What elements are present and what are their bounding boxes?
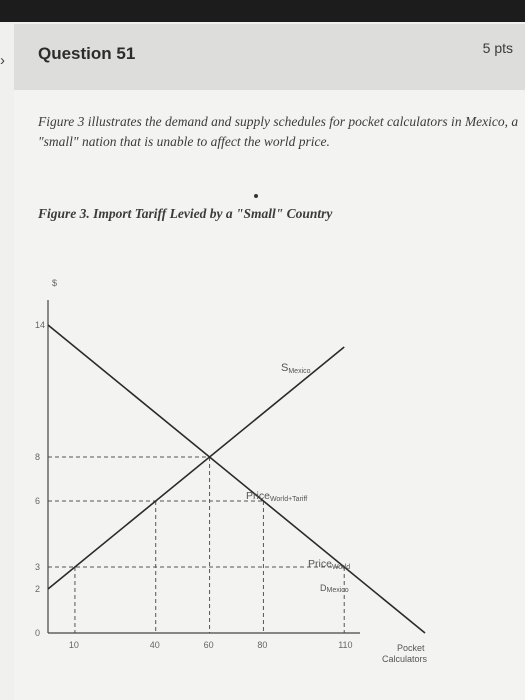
x-tick-label-40: 40 [149,640,160,650]
tariff-price-label: PriceWorld+Tariff [246,490,308,503]
x-tick-label-110: 110 [338,640,353,650]
x-tick-label-80: 80 [257,640,268,650]
x-axis-label-line2: Calculators [382,654,428,664]
y-tick-label-6: 6 [35,496,41,506]
y-tick-label-14: 14 [35,320,46,330]
chevron-right-icon[interactable]: › [0,52,5,69]
figure-title: Figure 3. Import Tariff Levied by a "Small" Country [38,206,333,221]
world-price-label: PriceWorld [308,558,351,571]
chart-series [48,325,425,633]
chart-axes [48,300,360,633]
dashed-guide-lines [48,457,344,633]
supply-line [48,347,344,589]
y-tick-label-2: 2 [35,584,41,594]
demand-line [48,325,425,633]
question-text: Figure 3 illustrates the demand and supply schedules for pocket calculators in Mexico, a "small" nation that is unable to affect the world price. [38,114,519,149]
x-tick-label-10: 10 [68,640,79,650]
question-points: 5 pts [482,40,513,56]
y-tick-label-8: 8 [35,452,41,462]
question-title: Question 51 [38,44,136,63]
demand-label: DMexico [320,583,349,594]
y-tick-label-0: 0 [35,628,41,638]
x-tick-label-60: 60 [203,640,214,650]
y-tick-label-3: 3 [35,562,41,572]
y-axis-label: $ [52,278,58,288]
supply-label: SMexico [281,362,311,375]
x-axis-label-line1: Pocket [397,643,425,653]
